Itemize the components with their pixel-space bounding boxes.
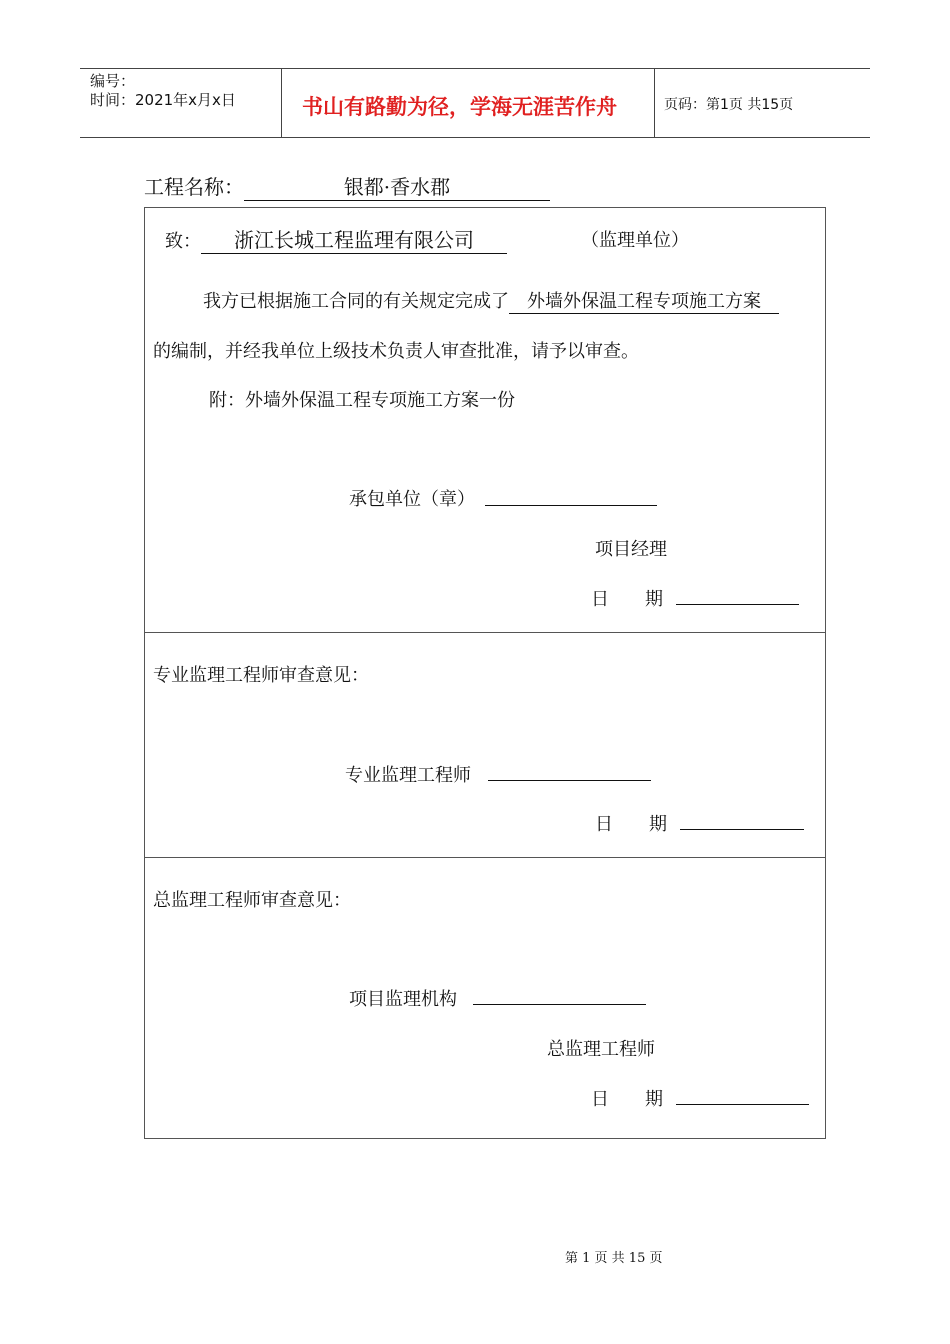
specialist-review-title: 专业监理工程师审查意见： — [153, 665, 369, 686]
page-header — [80, 68, 870, 138]
date-line — [676, 604, 799, 605]
header-motto: 书山有路勤为径，学海无涯苦作舟 — [302, 95, 617, 119]
project-manager-label: 项目经理 — [595, 539, 667, 560]
header-divider — [654, 69, 655, 137]
section-divider — [145, 632, 825, 633]
project-name-row — [144, 171, 550, 201]
chief-review-title: 总监理工程师审查意见： — [153, 890, 351, 911]
approval-form — [144, 207, 826, 1139]
contractor-label: 承包单位（章） — [349, 489, 475, 510]
attachment-note: 附：外墙外保温工程专项施工方案一份 — [209, 390, 515, 411]
submission-text — [203, 287, 779, 314]
specialist-engineer-label: 专业监理工程师 — [345, 765, 471, 786]
date-label: 日 期 — [591, 589, 663, 610]
date-line — [680, 829, 804, 830]
submitted-document: 外墙外保温工程专项施工方案 — [509, 287, 779, 314]
contractor-signature-line — [485, 505, 657, 506]
project-name-value: 银都·香水郡 — [244, 171, 550, 201]
document-time: 时间：2021年x月x日 — [90, 91, 236, 109]
page-indicator: 页码：第1页 共15页 — [664, 97, 794, 113]
recipient-label: 致： — [165, 231, 201, 252]
page-footer: 第 1 页 共 15 页 — [565, 1251, 663, 1266]
document-number: 编号： — [90, 72, 136, 90]
recipient-name: 浙江长城工程监理有限公司 — [201, 224, 507, 254]
section-divider — [145, 857, 825, 858]
specialist-signature-line — [488, 780, 651, 781]
date-line — [676, 1104, 809, 1105]
recipient-row — [165, 224, 507, 254]
project-name-label: 工程名称： — [144, 175, 244, 199]
header-divider — [281, 69, 282, 137]
date-label: 日 期 — [591, 1089, 663, 1110]
supervision-org-label: 项目监理机构 — [349, 989, 457, 1010]
chief-engineer-label: 总监理工程师 — [547, 1039, 655, 1060]
org-signature-line — [473, 1004, 646, 1005]
date-label: 日 期 — [595, 814, 667, 835]
recipient-suffix: （监理单位） — [581, 230, 689, 251]
submission-prefix: 我方已根据施工合同的有关规定完成了 — [203, 291, 509, 312]
submission-text-continued: 的编制，并经我单位上级技术负责人审查批准，请予以审查。 — [153, 341, 639, 362]
